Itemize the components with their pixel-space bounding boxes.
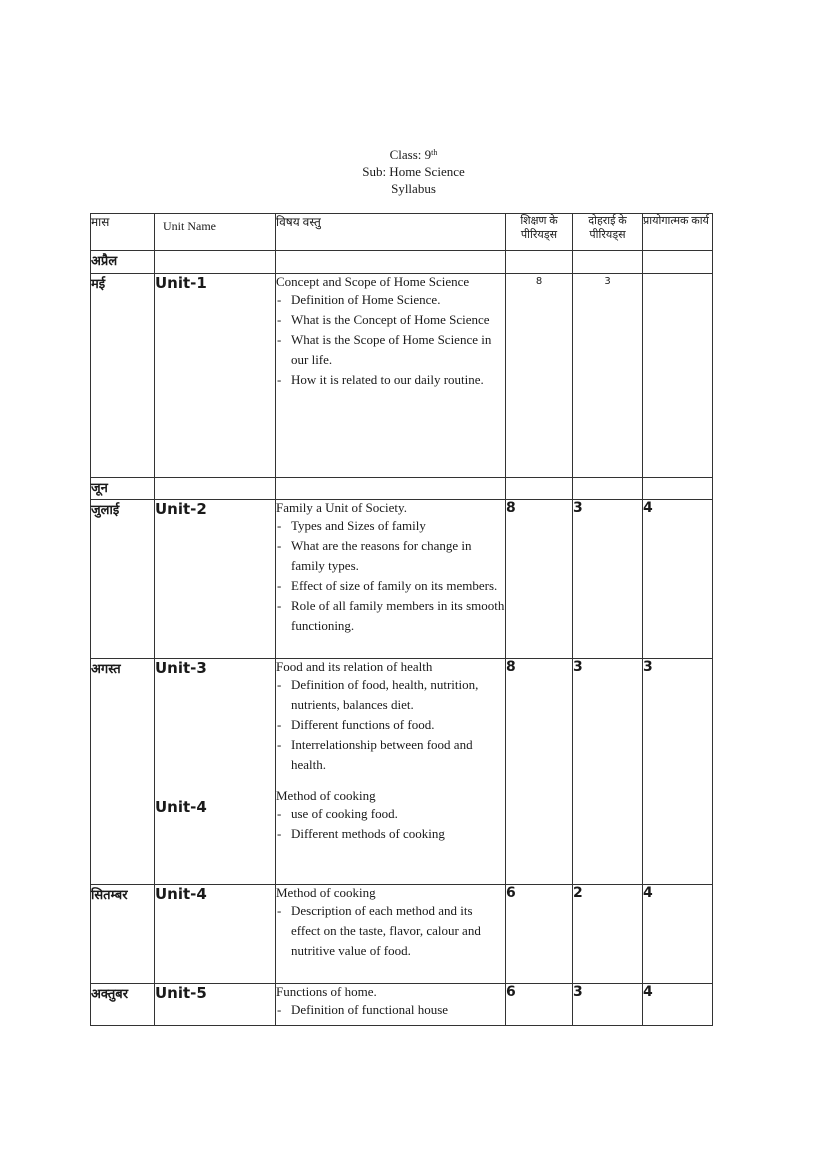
document-header [0,146,827,197]
unit-cell: Unit-1 [155,274,276,478]
list-item: - Effect of size of family on its members. [276,576,505,596]
revision-periods: 3 [573,500,643,659]
practical-work [643,274,713,478]
class-label: Class: 9 [389,147,432,162]
list-item: - Interrelationship between food and health. [276,735,505,775]
topic-list [276,516,505,636]
topic-list [276,290,505,390]
teaching-periods: 6 [506,885,573,984]
table-row [91,659,713,885]
topic-title: Concept and Scope of Home Science [276,274,470,289]
month-cell: अक्तुबर [91,984,155,1026]
table-row [91,500,713,659]
list-item: - Different functions of food. [276,715,505,735]
list-item: - What are the reasons for change in family types. [276,536,505,576]
topic-list [276,901,505,961]
col-header-teaching: शिक्षण के पीरियड्स [506,214,573,251]
month-cell: जून [91,478,155,500]
col-header-practical: प्रायोगात्मक कार्य [643,214,713,251]
class-superscript: th [431,148,438,157]
table-row [91,251,713,274]
practical-work: 4 [643,500,713,659]
unit-cell: Unit-2 [155,500,276,659]
table-row [91,478,713,500]
practical-work: 3 [643,659,713,885]
table-header-row [91,214,713,251]
topic-title-secondary: Method of cooking [276,788,376,803]
revision-periods: 3 [573,984,643,1026]
list-item: - Definition of Home Science. [276,290,505,310]
topic-title: Functions of home. [276,984,377,999]
teaching-periods: 8 [506,500,573,659]
topic-title: Family a Unit of Society. [276,500,407,515]
content-cell [276,984,506,1026]
col-header-content: विषय वस्तु [276,214,506,251]
syllabus-table [90,213,713,1026]
topic-list-secondary [276,804,505,844]
practical-work: 4 [643,984,713,1026]
list-item: - Description of each method and its effect on the taste, flavor, calour and nutritive value of food. [276,901,505,961]
month-cell: जुलाई [91,500,155,659]
subject-line: Sub: Home Science [362,164,465,179]
content-cell [276,659,506,885]
list-item: - Types and Sizes of family [276,516,505,536]
month-cell: मई [91,274,155,478]
revision-periods: 3 [573,659,643,885]
col-header-revision: दोहराई के पीरियड्स [573,214,643,251]
class-line [0,146,827,163]
unit-cell [155,659,276,885]
topic-title: Method of cooking [276,885,376,900]
month-cell: अगस्त [91,659,155,885]
list-item: - Definition of food, health, nutrition, nutrients, balances diet. [276,675,505,715]
col-header-month: मास [91,214,155,251]
topic-list [276,675,505,775]
revision-periods: 3 [573,274,643,478]
unit-cell: Unit-5 [155,984,276,1026]
unit-cell: Unit-4 [155,885,276,984]
syllabus-line: Syllabus [391,181,436,196]
list-item: - Role of all family members in its smooth functioning. [276,596,505,636]
table-row [91,885,713,984]
month-cell: अप्रैल [91,251,155,274]
list-item: - What is the Concept of Home Science [276,310,505,330]
content-cell [276,500,506,659]
teaching-periods: 6 [506,984,573,1026]
content-cell [276,274,506,478]
table-row [91,274,713,478]
list-item: - Definition of functional house [276,1000,505,1020]
content-cell [276,885,506,984]
month-cell: सितम्बर [91,885,155,984]
list-item: - What is the Scope of Home Science in our life. [276,330,505,370]
practical-work: 4 [643,885,713,984]
teaching-periods: 8 [506,659,573,885]
topic-title: Food and its relation of health [276,659,433,674]
teaching-periods: 8 [506,274,573,478]
list-item: - Different methods of cooking [276,824,505,844]
revision-periods: 2 [573,885,643,984]
list-item: - use of cooking food. [276,804,505,824]
unit-label: Unit-3 [155,659,207,677]
list-item: - How it is related to our daily routine. [276,370,505,390]
table-row [91,984,713,1026]
topic-list [276,1000,505,1020]
unit-label-secondary: Unit-4 [155,798,207,816]
col-header-unit: Unit Name [155,214,276,251]
